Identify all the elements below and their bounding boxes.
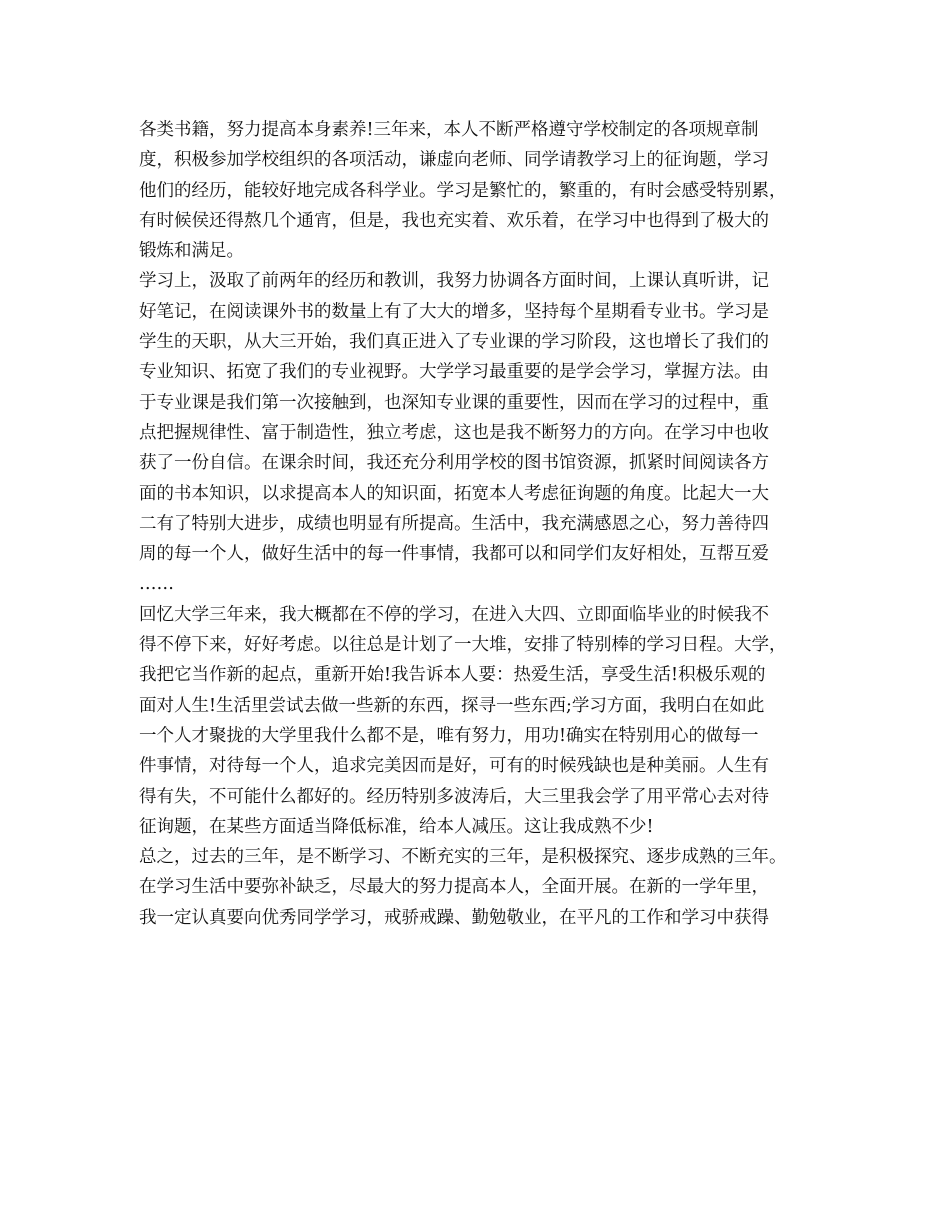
text-line: 征询题，在某些方面适当降低标准，给本人减压。这让我成熟不少! [139,816,654,837]
text-line: 他们的经历，能较好地完成各科学业。学习是繁忙的，繁重的，有时会感受特别累， [139,180,787,201]
text-line: 有时候侯还得熬几个通宵，但是，我也充实着、欢乐着，在学习中也得到了极大的 [139,210,769,231]
text-line: 锻炼和满足。 [139,241,244,262]
text-line: 总之，过去的三年，是不断学习、不断充实的三年，是积极探究、逐步成熟的三年。 [139,847,787,868]
text-line: 回忆大学三年来，我大概都在不停的学习，在进入大四、立即面临毕业的时候我不 [139,604,769,625]
text-line: 面对人生!生活里尝试去做一些新的东西，探寻一些东西;学习方面，我明白在如此 [139,695,765,716]
text-line: 我把它当作新的起点，重新开始!我告诉本人要：热爱生活，享受生活!积极乐观的 [139,665,766,686]
text-line: 学习上，汲取了前两年的经历和教训，我努力协调各方面时间，上课认真听讲，记 [139,271,769,292]
text-line: 获了一份自信。在课余时间，我还充分利用学校的图书馆资源，抓紧时间阅读各方 [139,453,769,474]
text-line: 得不停下来，好好考虑。以往总是计划了一大堆，安排了特别棒的学习日程。大学， [139,635,787,656]
text-line: 各类书籍，努力提高本身素养!三年来，本人不断严格遵守学校制定的各项规章制 [139,120,759,140]
text-line: …… [139,574,174,595]
text-line: 件事情，对待每一个人，追求完美因而是好，可有的时候残缺也是种美丽。人生有 [139,756,769,777]
text-line: 于专业课是我们第一次接触到，也深知专业课的重要性，因而在学习的过程中，重 [139,392,769,413]
text-line: 度，积极参加学校组织的各项活动，谦虚向老师、同学请教学习上的征询题，学习 [139,150,769,171]
text-line: 点把握规律性、富于制造性，独立考虑，这也是我不断努力的方向。在学习中也收 [139,422,769,443]
text-line: 在学习生活中要弥补缺乏，尽最大的努力提高本人，全面开展。在新的一学年里， [139,877,769,898]
text-line: 学生的天职，从大三开始，我们真正进入了专业课的学习阶段，这也增长了我们的 [139,332,769,353]
text-line: 面的书本知识，以求提高本人的知识面，拓宽本人考虑征询题的角度。比起大一大 [139,483,769,504]
text-line: 我一定认真要向优秀同学学习，戒骄戒躁、勤勉敬业，在平凡的工作和学习中获得 [139,907,769,928]
document-body [139,115,829,933]
text-line: 得有失，不可能什么都好的。经历特别多波涛后，大三里我会学了用平常心去对待 [139,786,769,807]
text-line: 好笔记，在阅读课外书的数量上有了大大的增多，坚持每个星期看专业书。学习是 [139,301,769,322]
text-line: 一个人才聚拢的大学里我什么都不是，唯有努力，用功!确实在特别用心的做每一 [139,725,759,746]
text-line: 专业知识、拓宽了我们的专业视野。大学学习最重要的是学会学习，掌握方法。由 [139,362,769,383]
text-line: 周的每一个人，做好生活中的每一件事情，我都可以和同学们友好相处，互帮互爱 [139,544,769,565]
text-line: 二有了特别大进步，成绩也明显有所提高。生活中，我充满感恩之心，努力善待四 [139,513,769,534]
